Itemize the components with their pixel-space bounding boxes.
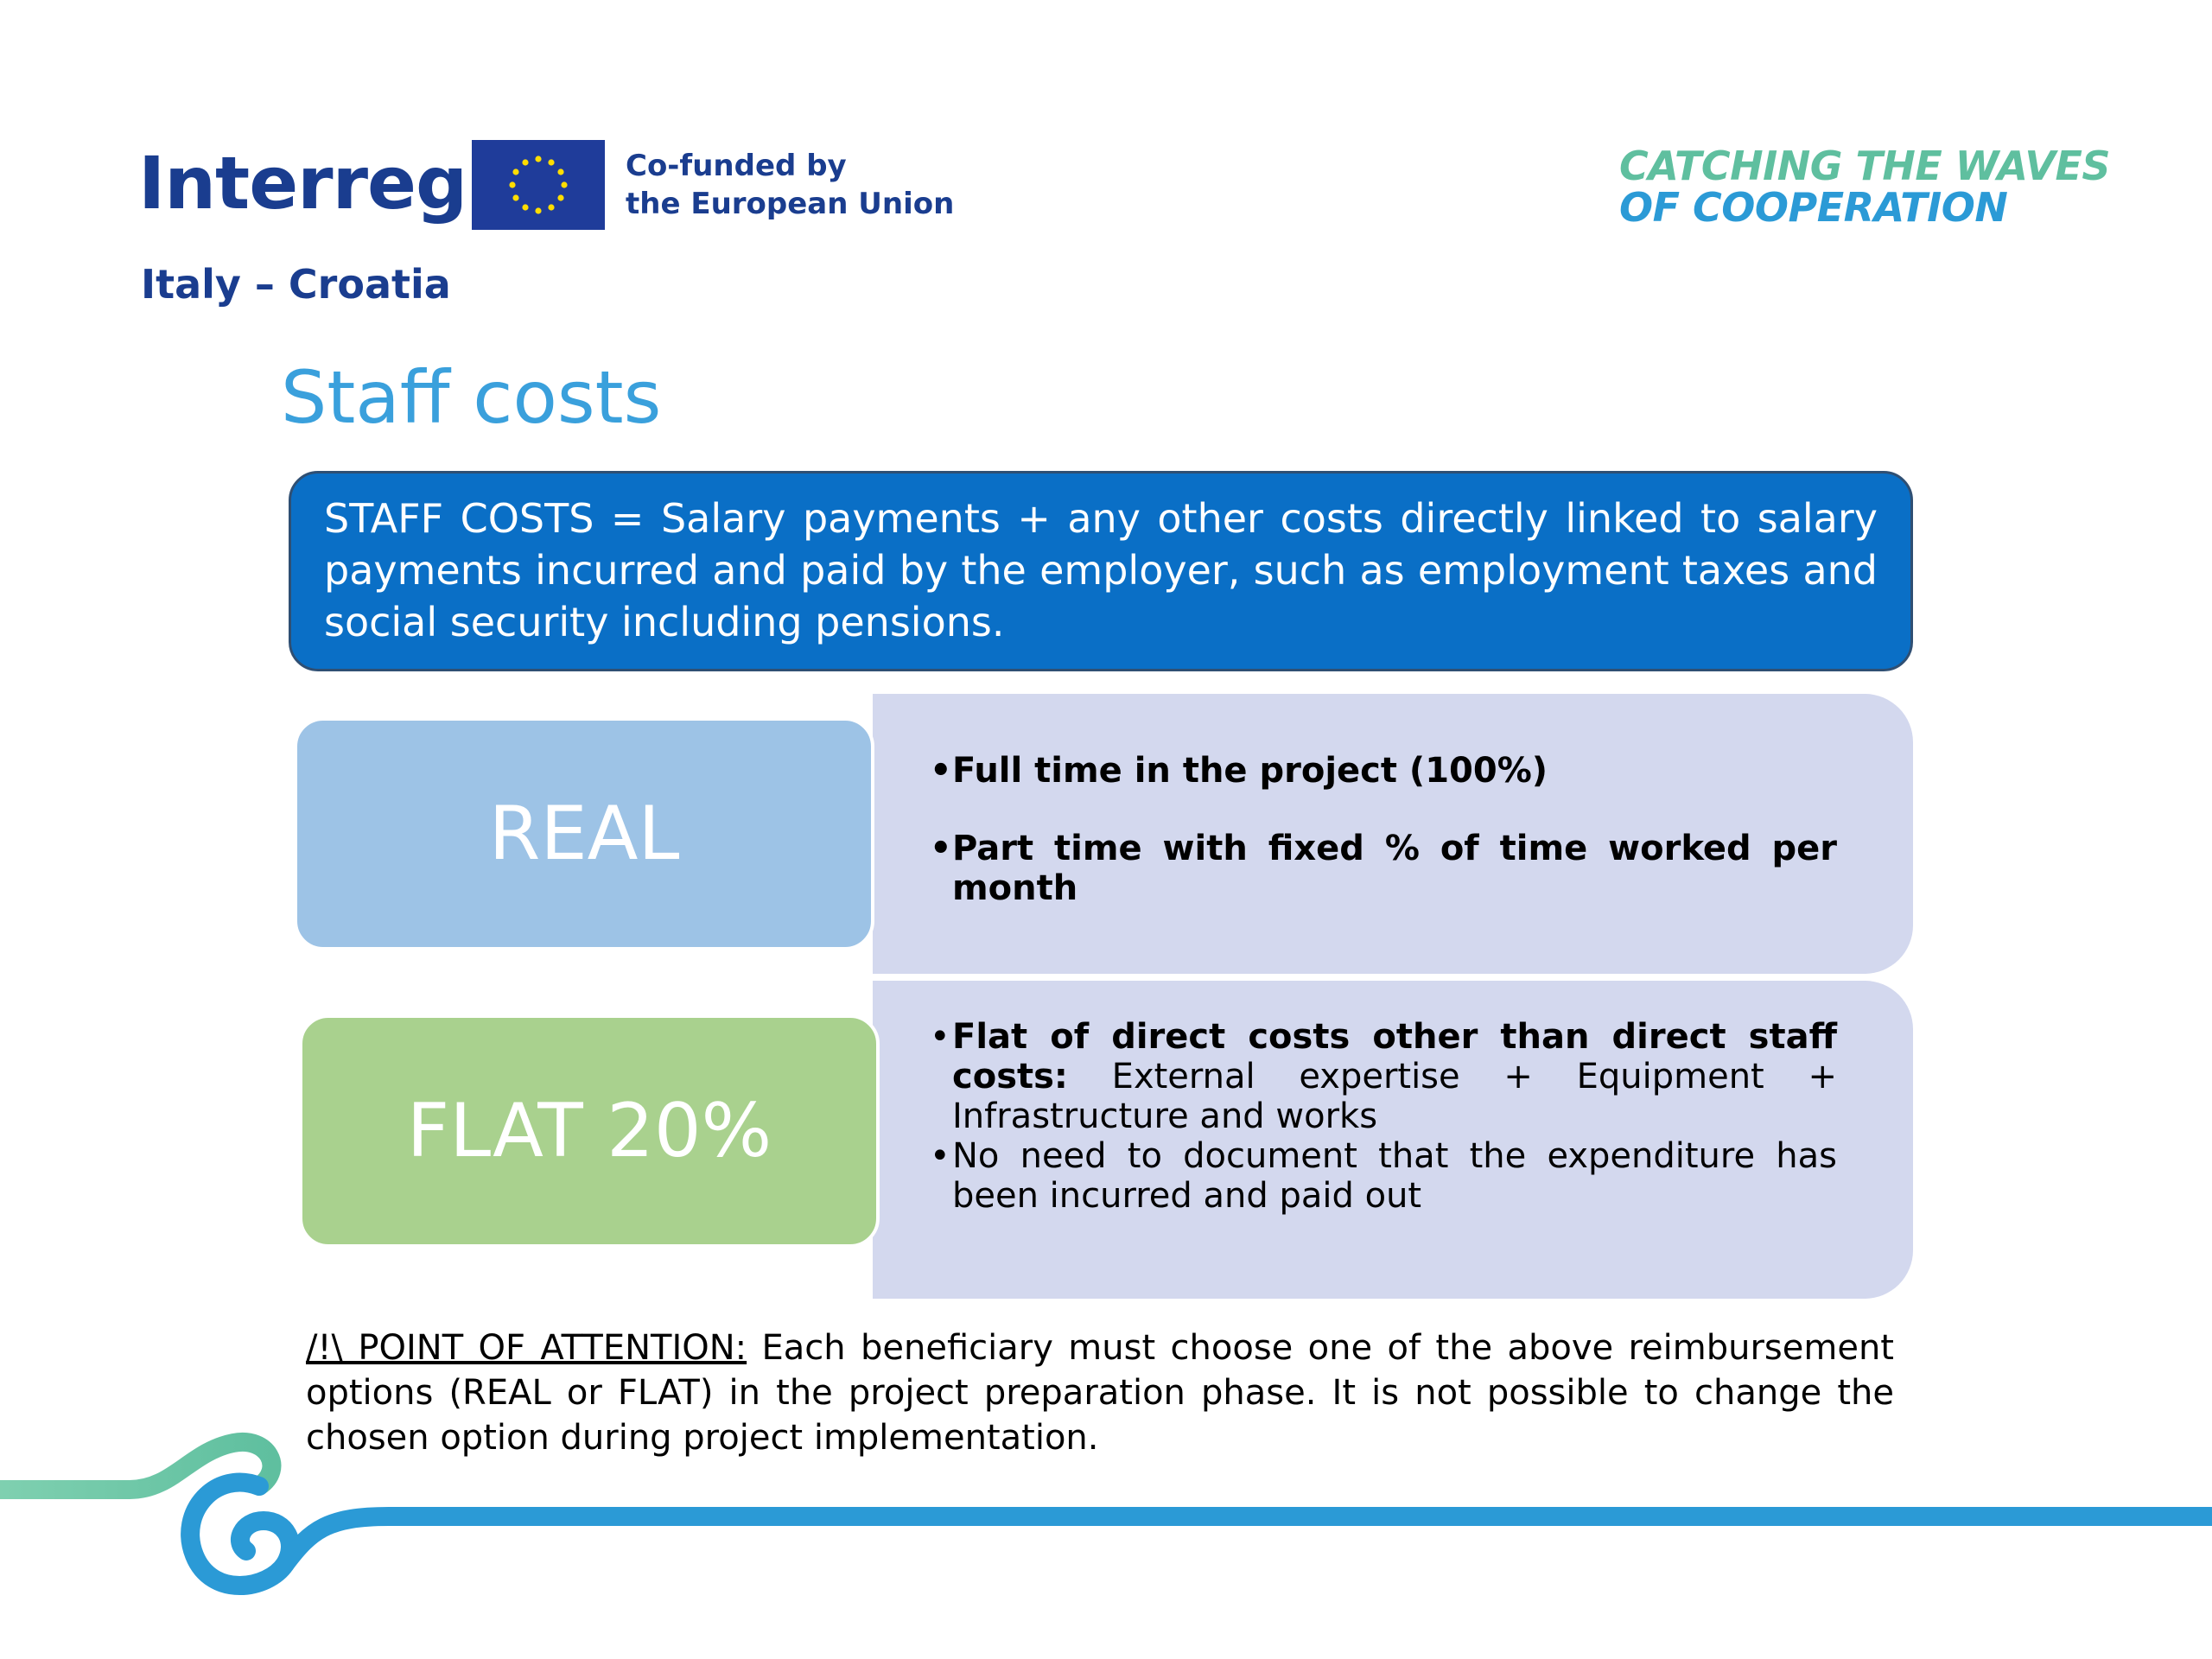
programme-name: Italy – Croatia: [141, 261, 451, 308]
tagline-line2: OF COOPERATION: [1619, 184, 2008, 231]
tagline: [1619, 143, 2111, 231]
flat-bullet-direct-costs: [933, 1017, 1837, 1136]
real-details-panel: [873, 694, 1913, 974]
interreg-logo: Interreg: [138, 141, 467, 226]
page-title: Staff costs: [281, 355, 662, 440]
tagline-line1: CATCHING THE WAVES: [1619, 143, 2111, 189]
eu-stars-icon: [472, 140, 605, 230]
eu-text-line1: Co-funded by: [626, 149, 847, 183]
flat-bullet-direct-costs-items: External expertise + Equipment + Infrastructure and works: [952, 1057, 1837, 1136]
real-bullet-part-time: • Part time with fixed % of time worked per month: [933, 829, 1837, 908]
attention-lead: /!\ POINT OF ATTENTION:: [306, 1328, 747, 1368]
eu-cofunded-text: [626, 147, 954, 223]
flat-bullet-no-documentation: • No need to document that the expenditure has been incurred and paid out: [933, 1136, 1837, 1216]
eu-text-line2: the European Union: [626, 187, 955, 221]
flat-details-panel: [873, 981, 1913, 1299]
flat-bullet-direct-costs-heading: Flat of direct costs other than direct staff costs:: [952, 1017, 1837, 1096]
real-option-label: REAL: [294, 717, 874, 950]
definition-box: STAFF COSTS = Salary payments + any other costs directly linked to salary payments incurred and paid by the employer, such as employment taxes and social security including pensions.: [289, 471, 1913, 671]
flat-option-label: FLAT 20%: [299, 1014, 880, 1248]
real-bullet-full-time: • Full time in the project (100%): [933, 751, 1837, 791]
attention-text: Each beneficiary must choose one of the above reimbursement options (REAL or FLAT) in the project preparation phase. It is not possible to change the chosen option during project implementation.: [306, 1328, 1894, 1458]
wave-decoration-icon: [0, 1417, 2212, 1659]
eu-flag-icon: [472, 140, 605, 230]
